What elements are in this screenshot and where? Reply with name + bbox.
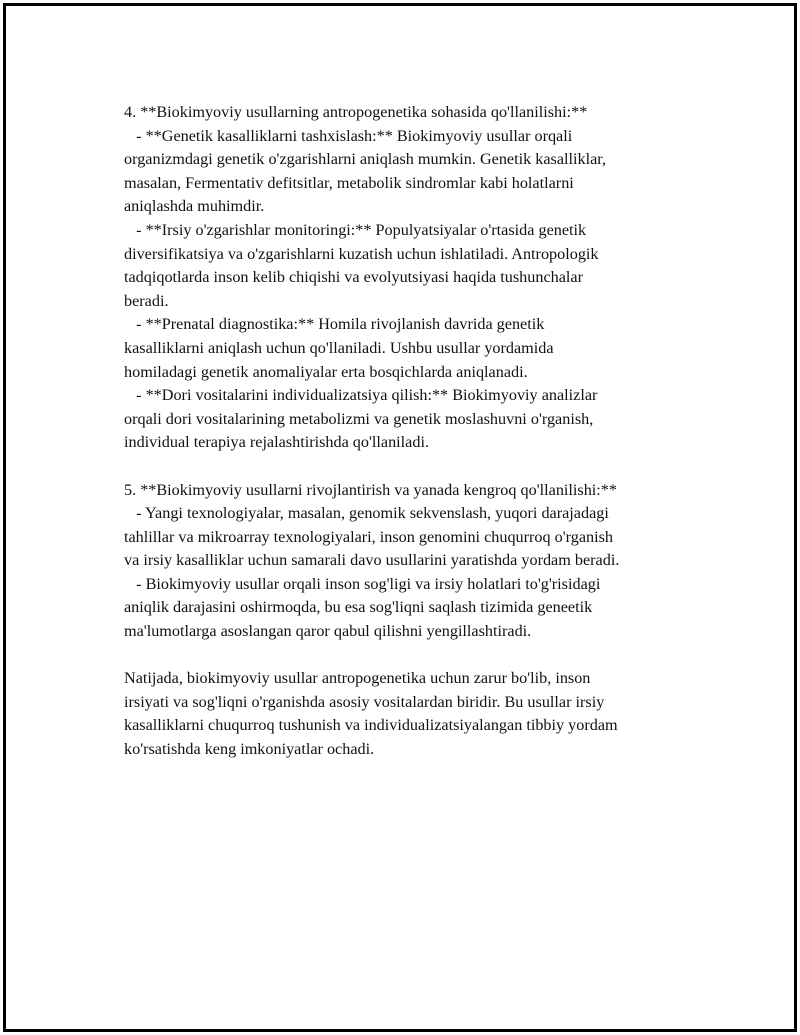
conclusion-line: kasalliklarni chuqurroq tushunish va individualizatsiyalangan tibbiy yordam xyxy=(124,716,618,735)
conclusion-line: Natijada, biokimyoviy usullar antropogenetika uchun zarur bo'lib, inson xyxy=(124,669,591,688)
section-4-line: diversifikatsiya va o'zgarishlarni kuzatish uchun ishlatiladi. Antropologik xyxy=(124,244,599,263)
section-5-heading: 5. **Biokimyoviy usullarni rivojlantirish va yanada kengroq qo'llanilishi:** xyxy=(124,480,617,499)
section-4-line: - **Prenatal diagnostika:** Homila rivojlanish davrida genetik xyxy=(124,315,545,334)
document-body xyxy=(124,101,714,762)
section-4-line: - **Dori vositalarini individualizatsiya qilish:** Biokimyoviy analizlar xyxy=(124,386,598,405)
paragraph-gap xyxy=(124,455,714,479)
section-4-line: individual terapiya rejalashtirishda qo'llaniladi. xyxy=(124,433,429,452)
paragraph-gap xyxy=(124,644,714,668)
conclusion-line: irsiyati va sog'liqni o'rganishda asosiy vositalardan biridir. Bu usullar irsiy xyxy=(124,692,605,711)
section-4-line: - **Genetik kasalliklarni tashxislash:** Biokimyoviy usullar orqali xyxy=(124,126,573,145)
section-4-line: organizmdagi genetik o'zgarishlarni aniqlash mumkin. Genetik kasalliklar, xyxy=(124,150,607,169)
section-4 xyxy=(124,101,714,455)
page-frame xyxy=(3,3,797,1032)
conclusion-line: ko'rsatishda keng imkoniyatlar ochadi. xyxy=(124,740,375,759)
section-5 xyxy=(124,479,714,644)
conclusion-paragraph xyxy=(124,667,714,761)
section-5-line: - Biokimyoviy usullar orqali inson sog'ligi va irsiy holatlari to'g'risidagi xyxy=(124,574,601,593)
section-4-line: aniqlashda muhimdir. xyxy=(124,197,265,216)
section-4-line: kasalliklarni aniqlash uchun qo'llaniladi. Ushbu usullar yordamida xyxy=(124,338,554,357)
section-4-line: orqali dori vositalarining metabolizmi va genetik moslashuvni o'rganish, xyxy=(124,409,594,428)
section-4-line: masalan, Fermentativ defitsitlar, metabolik sindromlar kabi holatlarni xyxy=(124,173,574,192)
section-4-line: homiladagi genetik anomaliyalar erta bosqichlarda aniqlanadi. xyxy=(124,362,528,381)
section-5-line: va irsiy kasalliklar uchun samarali davo usullarini yaratishda yordam beradi. xyxy=(124,551,620,570)
section-5-line: ma'lumotlarga asoslangan qaror qabul qilishni yengillashtiradi. xyxy=(124,622,532,641)
section-5-line: aniqlik darajasini oshirmoqda, bu esa sog'liqni saqlash tizimida geneetik xyxy=(124,598,593,617)
section-5-line: - Yangi texnologiyalar, masalan, genomik sekvenslash, yuqori darajadagi xyxy=(124,504,609,523)
section-4-line: beradi. xyxy=(124,291,169,310)
section-4-heading: 4. **Biokimyoviy usullarning antropogenetika sohasida qo'llanilishi:** xyxy=(124,103,588,121)
section-5-line: tahlillar va mikroarray texnologiyalari, inson genomini chuqurroq o'rganish xyxy=(124,527,614,546)
section-4-line: - **Irsiy o'zgarishlar monitoringi:** Populyatsiyalar o'rtasida genetik xyxy=(124,220,587,239)
section-4-line: tadqiqotlarda inson kelib chiqishi va evolyutsiyasi haqida tushunchalar xyxy=(124,268,583,287)
